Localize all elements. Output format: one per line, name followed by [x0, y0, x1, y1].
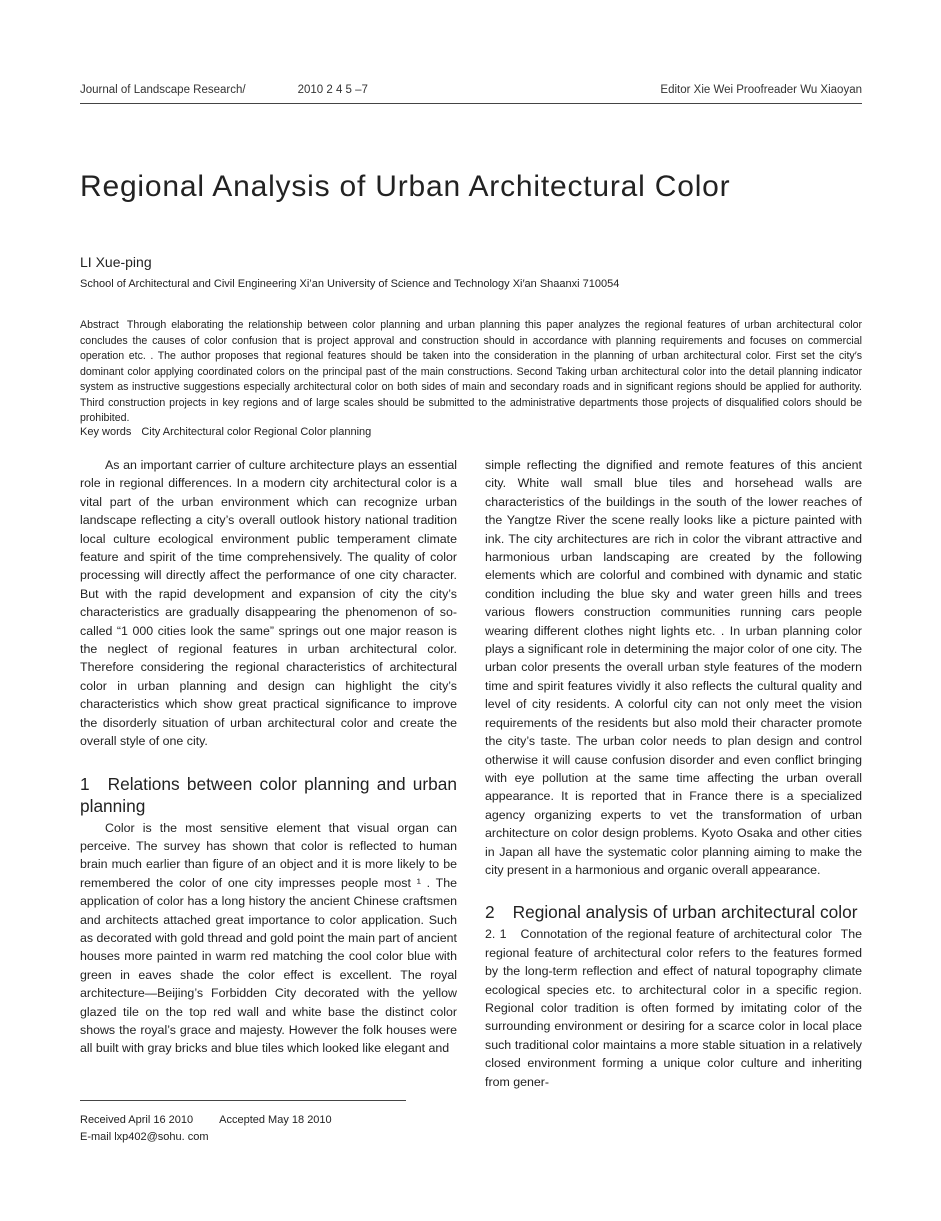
keywords-text: City Architectural color Regional Color planning — [141, 426, 372, 438]
subsection-2-1 — [485, 925, 862, 1091]
keywords — [80, 426, 371, 438]
right-column — [485, 456, 862, 1091]
section-2-number: 2 — [485, 902, 495, 923]
footnote-rule — [80, 1100, 406, 1101]
editor-info: Editor Xie Wei Proofreader Wu Xiaoyan — [660, 84, 862, 96]
abstract-text: Through elaborating the relationship between color planning and urban planning this paper analyzes the regional features of urban architectural color concludes the causes of color confusion that is project approval and construction should in accordance with planning requirements and focuses on commercial operation etc. . The author proposes that regional features should be taken into the consideration in the planning of urban architectural color. First set the city′s dominant color applying coordinated colors on the principal past of the main constructions. Second Taking urban architectural color into the detail planning indicator system as instructive suggestions especially architectural color on both sides of main and secondary roads and in significant regions should be applied for authority. Third construction projects in key regions and of large scales should be submitted to the administrative departments those projects of disqualified colors should be prohibited. — [80, 319, 862, 424]
journal-name: Journal of Landscape Research/ — [80, 84, 246, 96]
section-2-heading — [485, 901, 862, 923]
left-column — [80, 456, 457, 1058]
author-email: E-mail lxp402@sohu. com — [80, 1131, 209, 1143]
author-name: LI Xue-ping — [80, 254, 152, 270]
abstract — [80, 318, 862, 427]
received-date: Received April 16 2010 — [80, 1114, 194, 1126]
running-header-left — [80, 84, 368, 96]
intro-paragraph: As an important carrier of culture architecture plays an essential role in regional differences. In a modern city architectural color is a vital part of the urban environment which can recognize urban landscape reflecting a city’s overall outlook history national tradition local culture ecological environment public temperament climate feature and spirit of the time comprehensively. The quality of color processing will directly affect the performance of one city character. But with the rapid development and expansion of city the city’s characteristics are gradually disappearing the phenomenon of so-called “1 000 cities look the same” springs out one major reason is the neglect of regional features in urban architectural color. Therefore considering the regional characteristics of architectural color in urban planning and design can highlight the city’s characteristics which show great practical significance to improve the disorderly situation of urban architectural color and create the overall style of one city. — [80, 458, 457, 749]
section-1-number: 1 — [80, 773, 90, 794]
section-1-heading — [80, 773, 457, 817]
paper-title: Regional Analysis of Urban Architectural Color — [80, 170, 731, 203]
author-affiliation: School of Architectural and Civil Engineering Xi’an University of Science and Technology Xi′an Shaanxi 710054 — [80, 278, 620, 290]
footnote-dates — [80, 1114, 332, 1126]
section-2-title: Regional analysis of urban architectural color — [512, 902, 858, 923]
subsection-2-1-number: 2. 1 — [485, 927, 507, 942]
issue-info: 2010 2 4 5 –7 — [297, 84, 368, 96]
section-1-text-part2: simple reflecting the dignified and remote features of this ancient city. White wall small blue tiles and horsehead walls are characteristics of the buildings in the south of the lower reaches of the Yangtze River the scene really looks like a picture painted with ink. The city architectures are rich in color the vibrant attractive and harmonious urban landscaping are created by the following elements which are colorful and combined with dynamic and static condition including the blue sky and water green hills and trees various flowers construction communities running cars people wearing different clothes night lights etc. . In urban planning color plays a significant role in determining the major color of one city. The urban color presents the overall urban style features of the modern time and spirit features vividly it also reflects the cultural quality and level of city residents. A colorful city can not only meet the vision requirements of the residents but also mold their character promote the city’s taste. The urban color needs to plan design and control otherwise it will cause confusion disorder and even conflict bringing with eye pollution at the same time affecting the urban overall appearance. It is reported that in France there is a specialized agency organizing experts to vet the transformation of urban architecture on color design problems. Kyoto Osaka and other cities in Japan all have the systematic color planning aiming to make the city present in a harmonious and organic overall appearance. — [485, 458, 862, 877]
header-rule — [80, 103, 862, 104]
section-1-title: Relations between color planning and urban planning — [80, 773, 457, 816]
abstract-label: Abstract — [80, 319, 119, 331]
section-1-text-part1: Color is the most sensitive element that visual organ can perceive. The survey has shown that color is reflected to human brain much earlier than figure of an object and it is more likely to be remembered the color of one city impresses people most ¹ . The application of color has a long history the ancient Chinese craftsmen and architects attached great importance to color application. Such as decorated with gold thread and gold point the main part of ancient houses more painted in warm red matching the cool color blue with green in eaves shade the color effect is excellent. The royal architecture—Beijing’s Forbidden City decorated with the yellow glazed tile on the top red wall and white base the distinct color shows the royal’s grace and majesty. However the folk houses were all built with gray bricks and blue tiles which looked like elegant and — [80, 820, 457, 1056]
accepted-date: Accepted May 18 2010 — [219, 1114, 332, 1126]
subsection-2-1-text: The regional feature of architectural color refers to the features formed by the long-term reflection and effect of natural topography climate ecological species etc. to architectural color in a specific region. Regional color tradition is often formed by imitating color of the surrounding environment or desiring for a scarce color in local place such traditional color maintains a more stable situation in a relatively closed environment forming a unique color culture and inheriting from gener- — [485, 927, 863, 1089]
subsection-2-1-title: Connotation of the regional feature of architectural color — [520, 927, 833, 942]
keywords-label: Key words — [80, 426, 132, 438]
